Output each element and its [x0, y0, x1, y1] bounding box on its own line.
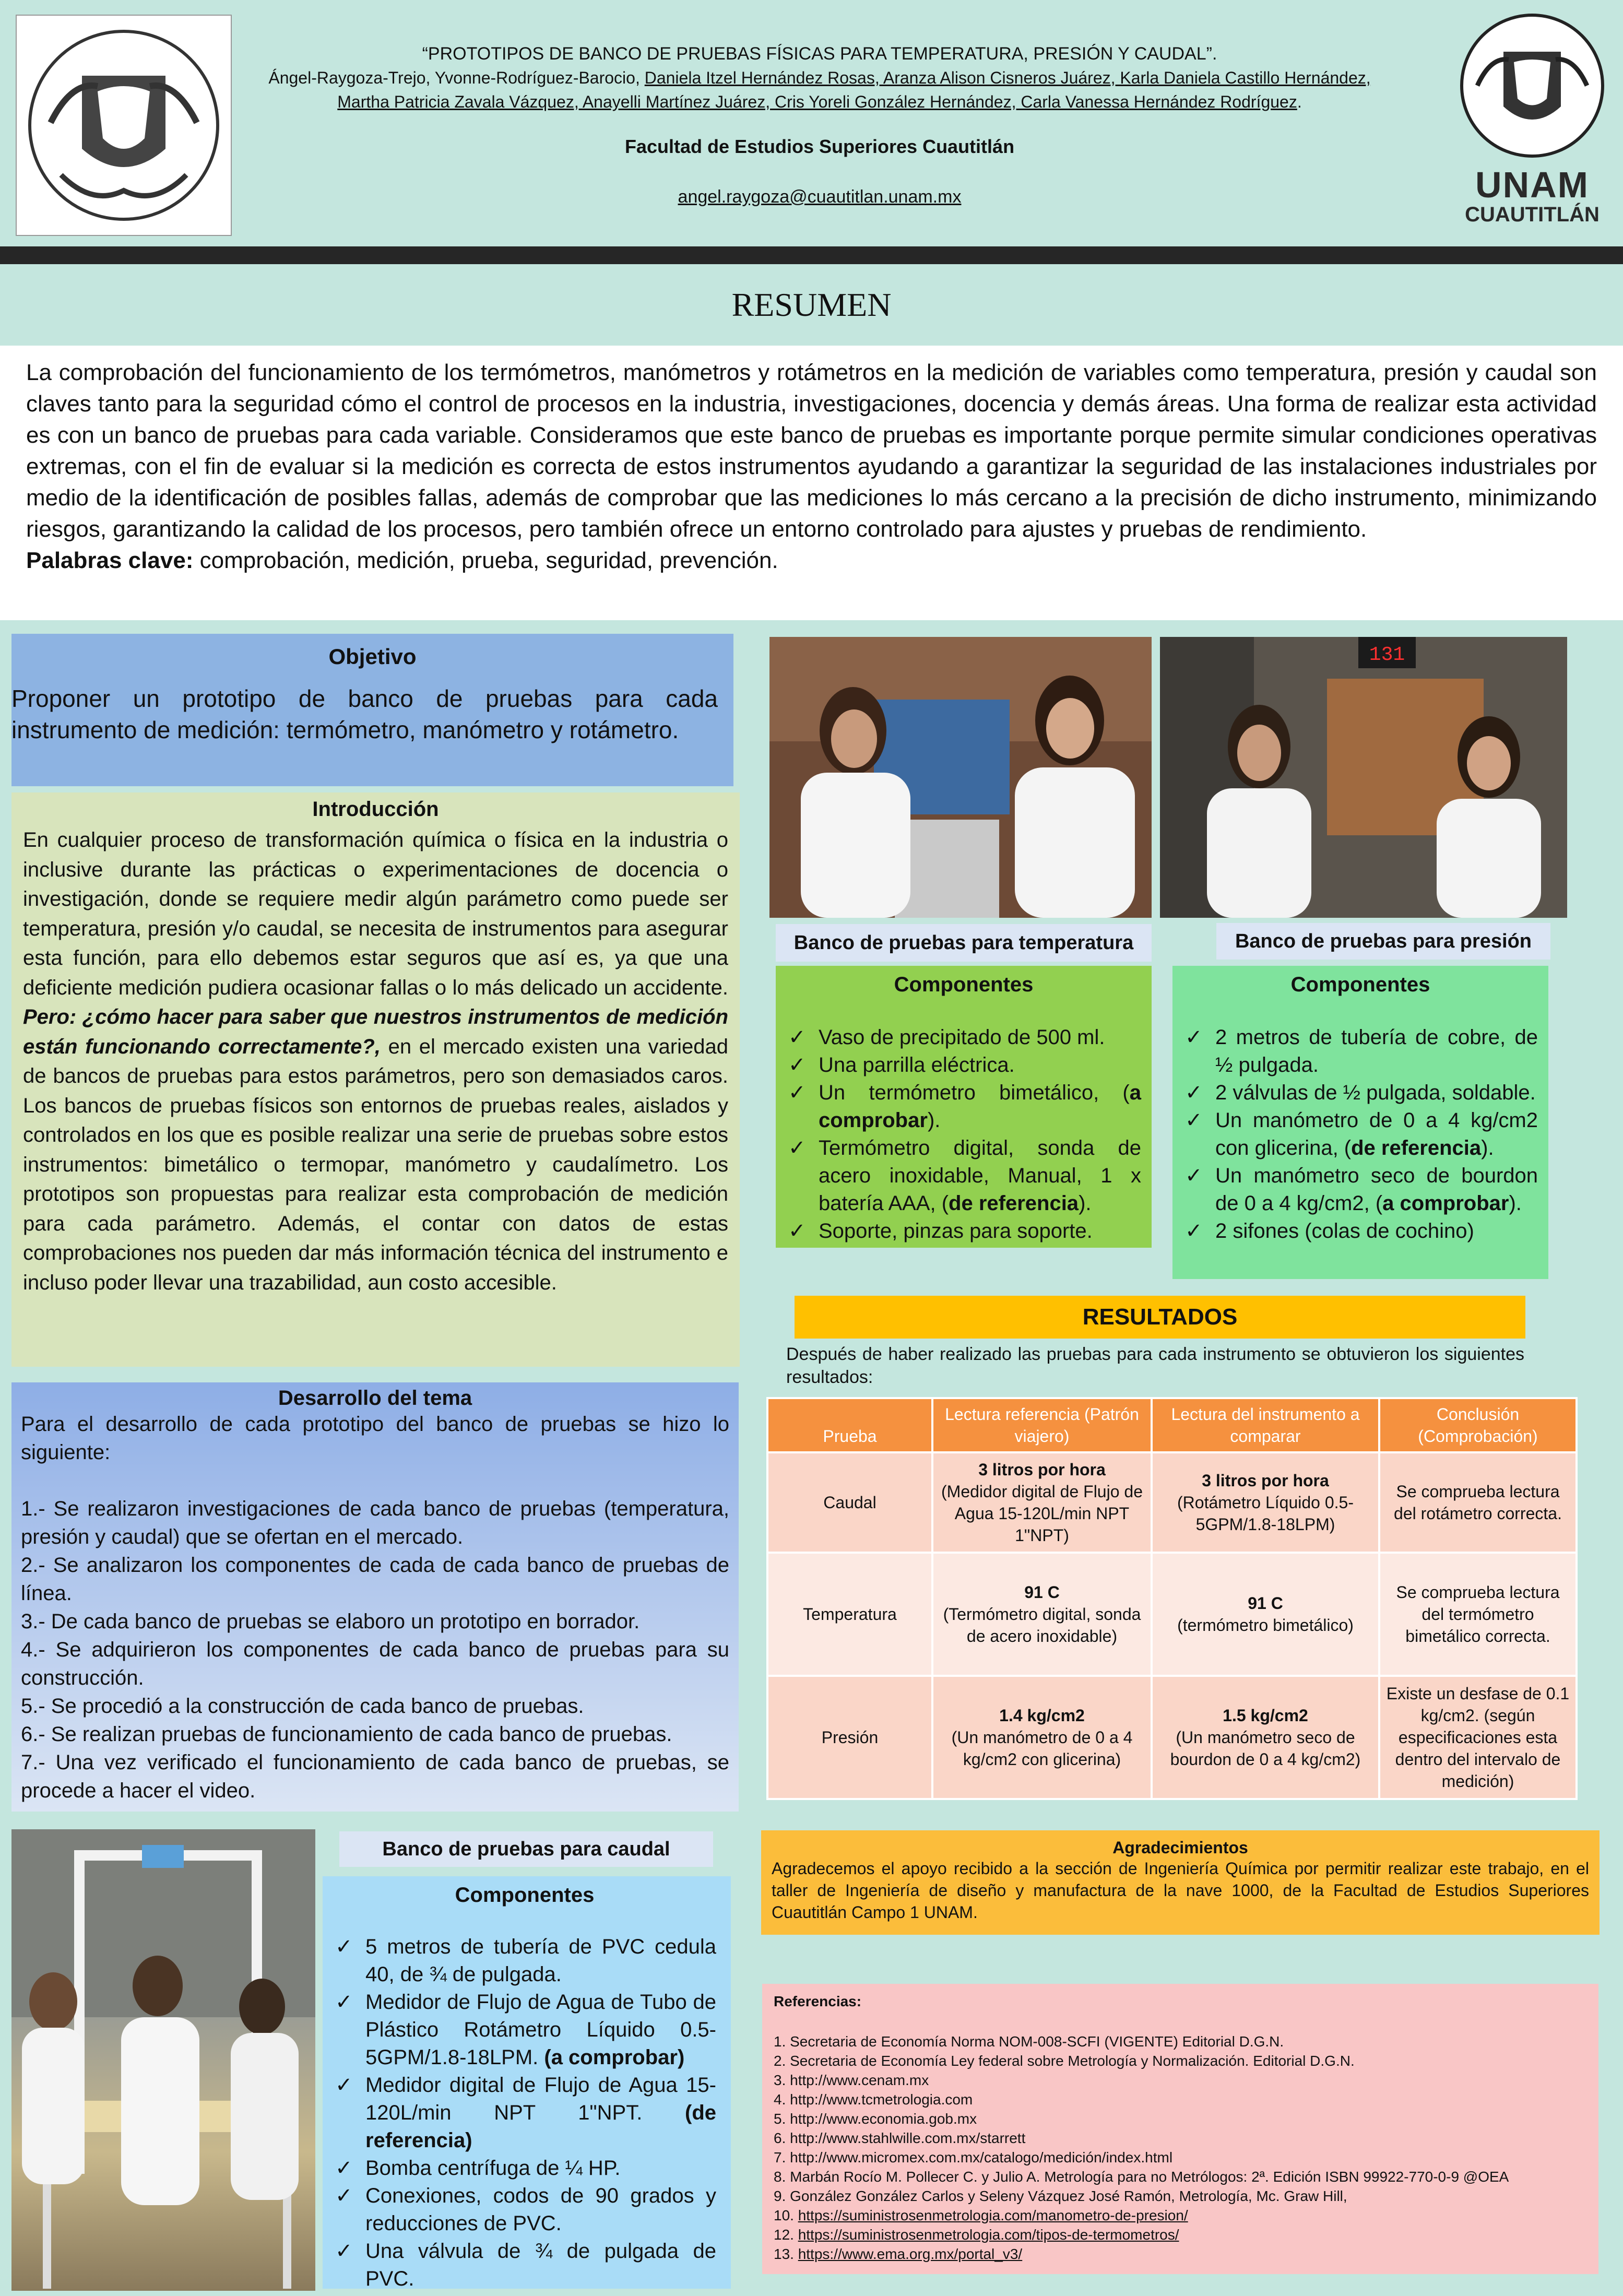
desarrollo-box	[11, 1382, 739, 1812]
component-tail: ).	[1509, 1192, 1522, 1215]
component-text: Medidor digital de Flujo de Agua 15-120L/min NPT 1"NPT.	[365, 2074, 716, 2124]
conclusion-text: Se comprueba lectura del termómetro bimetálico correcta.	[1396, 1583, 1560, 1646]
component-item	[333, 2238, 716, 2293]
component-tail: ).	[927, 1109, 941, 1132]
table-row	[767, 1676, 1577, 1799]
component-item	[1183, 1217, 1538, 1245]
header-divider	[0, 246, 1623, 264]
presion-components-box	[1172, 966, 1548, 1279]
component-text: 2 sifones (colas de cochino)	[1215, 1220, 1474, 1242]
keywords-label: Palabras clave:	[26, 548, 194, 573]
col-header-referencia: Lectura referencia (Patrón viajero)	[932, 1398, 1152, 1452]
desarrollo-step: 6.- Se realizan pruebas de funcionamiento de cada banco de pruebas.	[21, 1723, 672, 1746]
resultados-intro: Después de haber realizado las pruebas para cada instrumento se obtuvieron los siguientes resultados:	[786, 1344, 1524, 1387]
ref-detail: (Medidor digital de Flujo de Agua 15-120L/min NPT 1"NPT)	[941, 1482, 1143, 1545]
component-item	[1183, 1079, 1538, 1107]
cell-instrumento	[1152, 1553, 1379, 1676]
component-item	[333, 1989, 716, 2072]
reference-number: 10.	[774, 2207, 798, 2223]
pressure-display-readout: 131	[1369, 644, 1405, 666]
introduccion-box	[11, 792, 740, 1367]
contact-email[interactable]: angel.raygoza@cuautitlan.unam.mx	[678, 187, 962, 207]
check-icon: ✓	[335, 2157, 353, 2180]
col-header-prueba: Prueba	[767, 1398, 932, 1452]
resumen-box	[0, 346, 1623, 620]
ref-detail: (Un manómetro de 0 a 4 kg/cm2 con glicerina)	[951, 1728, 1133, 1769]
desarrollo-step: 7.- Una vez verificado el funcionamiento de cada banco de pruebas, se procede a hacer el video.	[21, 1751, 729, 1802]
presion-label-text: Banco de pruebas para presión	[1235, 930, 1532, 952]
keywords-line	[26, 545, 1597, 576]
reference-item: 1. Secretaria de Economía Norma NOM-008-SCFI (VIGENTE) Editorial D.G.N.	[774, 2033, 1284, 2050]
component-text: Medidor de Flujo de Agua de Tubo de Plástico Rotámetro Líquido 0.5-5GPM/1.8-18LPM.	[365, 1991, 716, 2069]
check-icon: ✓	[1185, 1109, 1203, 1132]
unam-shield-logo	[16, 15, 232, 236]
resultados-table-wrap	[766, 1397, 1578, 1800]
poster-title: “PROTOTIPOS DE BANCO DE PRUEBAS FÍSICAS PARA TEMPERATURA, PRESIÓN Y CAUDAL”.	[422, 44, 1217, 64]
resumen-text: La comprobación del funcionamiento de los termómetros, manómetros y rotámetros en la medición de variables como temperatura, presión y caudal son claves tanto para la seguridad cómo el control de procesos en la industria, investigaciones, docencia y demás áreas. Una forma de realizar esta actividad es con un banco de pruebas para cada variable. Consideramos que este banco de pruebas es importante porque permite simular condiciones operativas extremas, con el fin de evaluar si la medición es correcta de estos instrumentos ayudando a garantizar la seguridad de las instalaciones industriales por medio de la identificación de posibles fallas, además de comprobar que las mediciones lo más cercano a la precisión de dicho instrumento, minimizando riesgos, garantizando la calidad de los procesos, pero también ofrece un entorno controlado para ajustes y pruebas de rendimiento.	[26, 360, 1597, 542]
check-icon: ✓	[1185, 1081, 1203, 1104]
introduccion-text-2: en el mercado existen una variedad de bancos de pruebas para estos parámetros, pero son demasiados caros. Los bancos de pruebas físicos son entornos de pruebas reales, aislados y controlados en los que es posible realizar una serie de pruebas sobre estos instrumentos: bimetálico o termopar, manómetro y caudalímetro. Los prototipos son propuestas para realizar esta comprobación de medición para cada parámetro. Además, el contar con datos de estas comprobaciones nos pueden dar más información técnica del instrumento e incluso poder llevar una trazabilidad, aun costo accesible.	[23, 1035, 728, 1294]
authors-underlined[interactable]: Daniela Itzel Hernández Rosas, Aranza Alison Cisneros Juárez, Karla Daniela Castillo Hernández, Martha Patricia Zavala Vázquez, Anayelli Martínez Juárez, Cris Yoreli González Hernández, Carla Vanessa Hernández Rodríguez	[337, 68, 1371, 111]
reference-link[interactable]: https://suministrosenmetrologia.com/manometro-de-presion/	[798, 2207, 1188, 2223]
caudal-components-heading: Componentes	[455, 1884, 595, 1907]
conclusion-text: Se comprueba lectura del rotámetro correcta.	[1394, 1482, 1562, 1523]
conclusion-text: Existe un desfase de 0.1 kg/cm2. (según especificaciones esta dentro del intervalo de medición)	[1386, 1684, 1570, 1791]
reference-item: 6. http://www.stahlwille.com.mx/starrett	[774, 2130, 1026, 2146]
cell-conclusion	[1379, 1452, 1577, 1553]
component-role: (a comprobar)	[544, 2046, 685, 2069]
keywords-text: comprobación, medición, prueba, seguridad, prevención.	[193, 548, 778, 573]
inst-value: 91 C	[1248, 1594, 1283, 1613]
component-item	[333, 2072, 716, 2155]
reference-item: 8. Marbán Rocío M. Pollecer C. y Julio A. Metrología para no Metrólogos: 2ª. Edición ISBN 99922-770-0-9 @OEA	[774, 2169, 1509, 2185]
check-icon: ✓	[335, 2184, 353, 2207]
table-row	[767, 1553, 1577, 1676]
component-item	[786, 1079, 1141, 1134]
cell-referencia	[932, 1452, 1152, 1553]
introduccion-text	[23, 825, 728, 1297]
referencias-heading: Referencias:	[774, 1993, 862, 2009]
caudal-label	[339, 1831, 713, 1867]
resultados-heading: RESULTADOS	[1082, 1304, 1238, 1330]
component-text: Bomba centrífuga de ¼ HP.	[365, 2157, 621, 2180]
component-item	[786, 1051, 1141, 1079]
reference-link[interactable]: https://suministrosenmetrologia.com/tipos-de-termometros/	[798, 2227, 1179, 2243]
component-item	[1183, 1162, 1538, 1217]
prueba-text: Temperatura	[803, 1605, 897, 1624]
prueba-text: Caudal	[823, 1493, 876, 1512]
check-icon: ✓	[788, 1054, 806, 1076]
referencias-box	[762, 1984, 1598, 2274]
component-text: Vaso de precipitado de 500 ml.	[819, 1026, 1105, 1049]
ref-value: 1.4 kg/cm2	[999, 1706, 1085, 1725]
component-item	[333, 2182, 716, 2238]
prueba-text: Presión	[821, 1728, 879, 1747]
reference-number: 13.	[774, 2246, 798, 2262]
check-icon: ✓	[788, 1137, 806, 1159]
ref-value: 3 litros por hora	[978, 1460, 1106, 1479]
table-row	[767, 1452, 1577, 1553]
reference-item: 7. http://www.micromex.com.mx/catalogo/medición/index.html	[774, 2149, 1173, 2165]
inst-value: 3 litros por hora	[1202, 1471, 1329, 1490]
reference-item: 5. http://www.economia.gob.mx	[774, 2111, 977, 2127]
cell-prueba	[767, 1452, 932, 1553]
reference-item: 9. González González Carlos y Seleny Vázquez José Ramón, Metrología, Mc. Graw Hill,	[774, 2188, 1347, 2204]
desarrollo-step: 5.- Se procedió a la construcción de cada banco de pruebas.	[21, 1695, 584, 1718]
caudal-components-list	[333, 1933, 716, 2293]
cell-instrumento	[1152, 1452, 1379, 1553]
component-role: de referencia	[1351, 1137, 1482, 1159]
faculty-name: Facultad de Estudios Superiores Cuautitlán	[624, 136, 1015, 157]
authors-end: .	[1297, 92, 1302, 111]
reference-item: 2. Secretaria de Economía Ley federal sobre Metrología y Normalización. Editorial D.G.N.	[774, 2053, 1355, 2069]
check-icon: ✓	[1185, 1026, 1203, 1049]
photo-banco-caudal	[11, 1829, 315, 2291]
component-item	[786, 1024, 1141, 1051]
component-text: 2 metros de tubería de cobre, de ½ pulgada.	[1215, 1026, 1538, 1076]
check-icon: ✓	[335, 1935, 353, 1958]
check-icon: ✓	[788, 1026, 806, 1049]
component-text: Un manómetro seco de bourdon de 0 a 4 kg/cm2, (	[1215, 1164, 1538, 1215]
resultados-banner	[795, 1296, 1525, 1339]
component-tail: ).	[1079, 1192, 1092, 1215]
reference-item: 3. http://www.cenam.mx	[774, 2072, 929, 2088]
desarrollo-step: 4.- Se adquirieron los componentes de cada banco de pruebas para su construcción.	[21, 1638, 729, 1689]
introduccion-question: Pero: ¿cómo hacer para saber que nuestros instrumentos de medición están funcionando correctamente?,	[23, 1005, 728, 1058]
caudal-label-text: Banco de pruebas para caudal	[382, 1838, 670, 1860]
reference-link[interactable]: https://www.ema.org.mx/portal_v3/	[798, 2246, 1023, 2262]
reference-item	[774, 2244, 1587, 2264]
component-item	[333, 1933, 716, 1989]
check-icon: ✓	[1185, 1220, 1203, 1242]
introduccion-heading: Introducción	[312, 798, 439, 821]
cell-conclusion	[1379, 1553, 1577, 1676]
cell-referencia	[932, 1676, 1152, 1799]
resultados-table	[766, 1397, 1578, 1800]
presion-label	[1216, 923, 1550, 960]
component-text: 5 metros de tubería de PVC cedula 40, de ¾ de pulgada.	[365, 1935, 716, 1986]
component-role: a comprobar	[1382, 1192, 1509, 1215]
temperatura-components-list	[786, 1024, 1141, 1245]
caudal-components-box	[323, 1876, 731, 2289]
temperatura-label-text: Banco de pruebas para temperatura	[793, 931, 1134, 954]
temperatura-components-box	[776, 966, 1152, 1248]
presion-components-list	[1183, 1024, 1538, 1245]
authors-line	[245, 66, 1394, 114]
component-text: Un manómetro de 0 a 4 kg/cm2 con glicerina, (	[1215, 1109, 1538, 1159]
desarrollo-step: 1.- Se realizaron investigaciones de cada banco de pruebas (temperatura, presión y caudal) que se ofertan en el mercado.	[21, 1497, 729, 1548]
ref-detail: (Termómetro digital, sonda de acero inoxidable)	[943, 1605, 1141, 1646]
poster-header	[0, 0, 1623, 245]
component-item	[333, 2155, 716, 2182]
component-item	[1183, 1024, 1538, 1079]
logo-unam-text: UNAM	[1475, 164, 1589, 205]
col-header-conclusion: Conclusión (Comprobación)	[1379, 1398, 1577, 1452]
cell-referencia	[932, 1553, 1152, 1676]
objetivo-text: Proponer un prototipo de banco de pruebas para cada instrumento de medición: termómetro, manómetro y rotámetro.	[11, 685, 718, 743]
cell-prueba	[767, 1676, 932, 1799]
check-icon: ✓	[335, 2240, 353, 2263]
reference-item	[774, 2206, 1587, 2225]
desarrollo-intro: Para el desarrollo de cada prototipo del banco de pruebas se hizo lo siguiente:	[21, 1413, 729, 1464]
authors-plain: Ángel-Raygoza-Trejo, Yvonne-Rodríguez-Barocio,	[268, 68, 645, 87]
component-text: Soporte, pinzas para soporte.	[819, 1220, 1093, 1242]
check-icon: ✓	[335, 1991, 353, 2014]
agradecimientos-box	[761, 1830, 1600, 1935]
temperatura-label	[776, 924, 1152, 962]
desarrollo-step: 3.- De cada banco de pruebas se elaboro un prototipo en borrador.	[21, 1610, 640, 1633]
temperatura-components-heading: Componentes	[894, 973, 1034, 996]
component-text: Conexiones, codos de 90 grados y reducciones de PVC.	[365, 2184, 716, 2235]
desarrollo-heading: Desarrollo del tema	[278, 1387, 472, 1410]
check-icon: ✓	[1185, 1164, 1203, 1187]
reference-item: 4. http://www.tcmetrologia.com	[774, 2091, 973, 2108]
unam-cuautitlan-logo	[1454, 7, 1610, 227]
reference-number: 12.	[774, 2227, 798, 2243]
component-tail: ).	[1481, 1137, 1494, 1159]
component-text: 2 válvulas de ½ pulgada, soldable.	[1215, 1081, 1536, 1104]
component-text: Una parrilla eléctrica.	[819, 1054, 1015, 1076]
inst-value: 1.5 kg/cm2	[1223, 1706, 1308, 1725]
desarrollo-steps	[21, 1495, 729, 1805]
check-icon: ✓	[335, 2074, 353, 2097]
photo-banco-presion	[1160, 637, 1567, 918]
photo-banco-temperatura	[769, 637, 1152, 918]
component-role: (de referencia)	[365, 2101, 716, 2152]
component-role: a comprobar	[819, 1081, 1141, 1132]
objetivo-heading: Objetivo	[328, 644, 417, 669]
agradecimientos-heading: Agradecimientos	[1112, 1838, 1248, 1857]
reference-item	[774, 2225, 1587, 2244]
cell-prueba	[767, 1553, 932, 1676]
inst-detail: (Rotámetro Líquido 0.5-5GPM/1.8-18LPM)	[1177, 1493, 1354, 1534]
resumen-heading: RESUMEN	[731, 286, 892, 323]
component-role: de referencia	[949, 1192, 1079, 1215]
ref-value: 91 C	[1024, 1583, 1060, 1602]
agradecimientos-text: Agradecemos el apoyo recibido a la sección de Ingeniería Química por permitir realizar este trabajo, en el taller de Ingeniería de diseño y manufactura de la nave 1000, de la Facultad de Estudios Superiores Cuautitlán Campo 1 UNAM.	[772, 1859, 1589, 1922]
desarrollo-step: 2.- Se analizaron los componentes de cada de cada banco de pruebas de línea.	[21, 1554, 729, 1605]
unam-seal-icon	[1454, 7, 1610, 164]
component-item	[1183, 1107, 1538, 1162]
introduccion-text-1: En cualquier proceso de transformación química o física en la industria o inclusive durante las prácticas o experimentaciones de docencia o investigación, donde se requiere medir algún parámetro como puede ser temperatura, presión y/o caudal, se necesita de instrumentos para asegurar esta función, para ello debemos estar seguros que así es, ya que una deficiente medición pudiera ocasionar fallas o lo más delicado un accidente.	[23, 829, 728, 999]
referencias-list	[774, 2032, 1587, 2264]
component-item	[786, 1134, 1141, 1217]
inst-detail: (termómetro bimetálico)	[1177, 1616, 1354, 1635]
check-icon: ✓	[788, 1220, 806, 1242]
presion-components-heading: Componentes	[1290, 973, 1430, 996]
col-header-instrumento: Lectura del instrumento a comparar	[1152, 1398, 1379, 1452]
inst-detail: (Un manómetro seco de bourdon de 0 a 4 kg/cm2)	[1170, 1728, 1361, 1769]
cell-instrumento	[1152, 1676, 1379, 1799]
component-text: Una válvula de ¾ de pulgada de PVC.	[365, 2240, 716, 2290]
component-text: Un termómetro bimetálico, (	[819, 1081, 1130, 1104]
component-text: Termómetro digital, sonda de acero inoxidable, Manual, 1 x batería AAA, (	[819, 1137, 1141, 1215]
check-icon: ✓	[788, 1081, 806, 1104]
cell-conclusion	[1379, 1676, 1577, 1799]
objetivo-box	[11, 634, 733, 786]
logo-campus-text: CUAUTITLÁN	[1465, 203, 1600, 226]
component-item	[786, 1217, 1141, 1245]
